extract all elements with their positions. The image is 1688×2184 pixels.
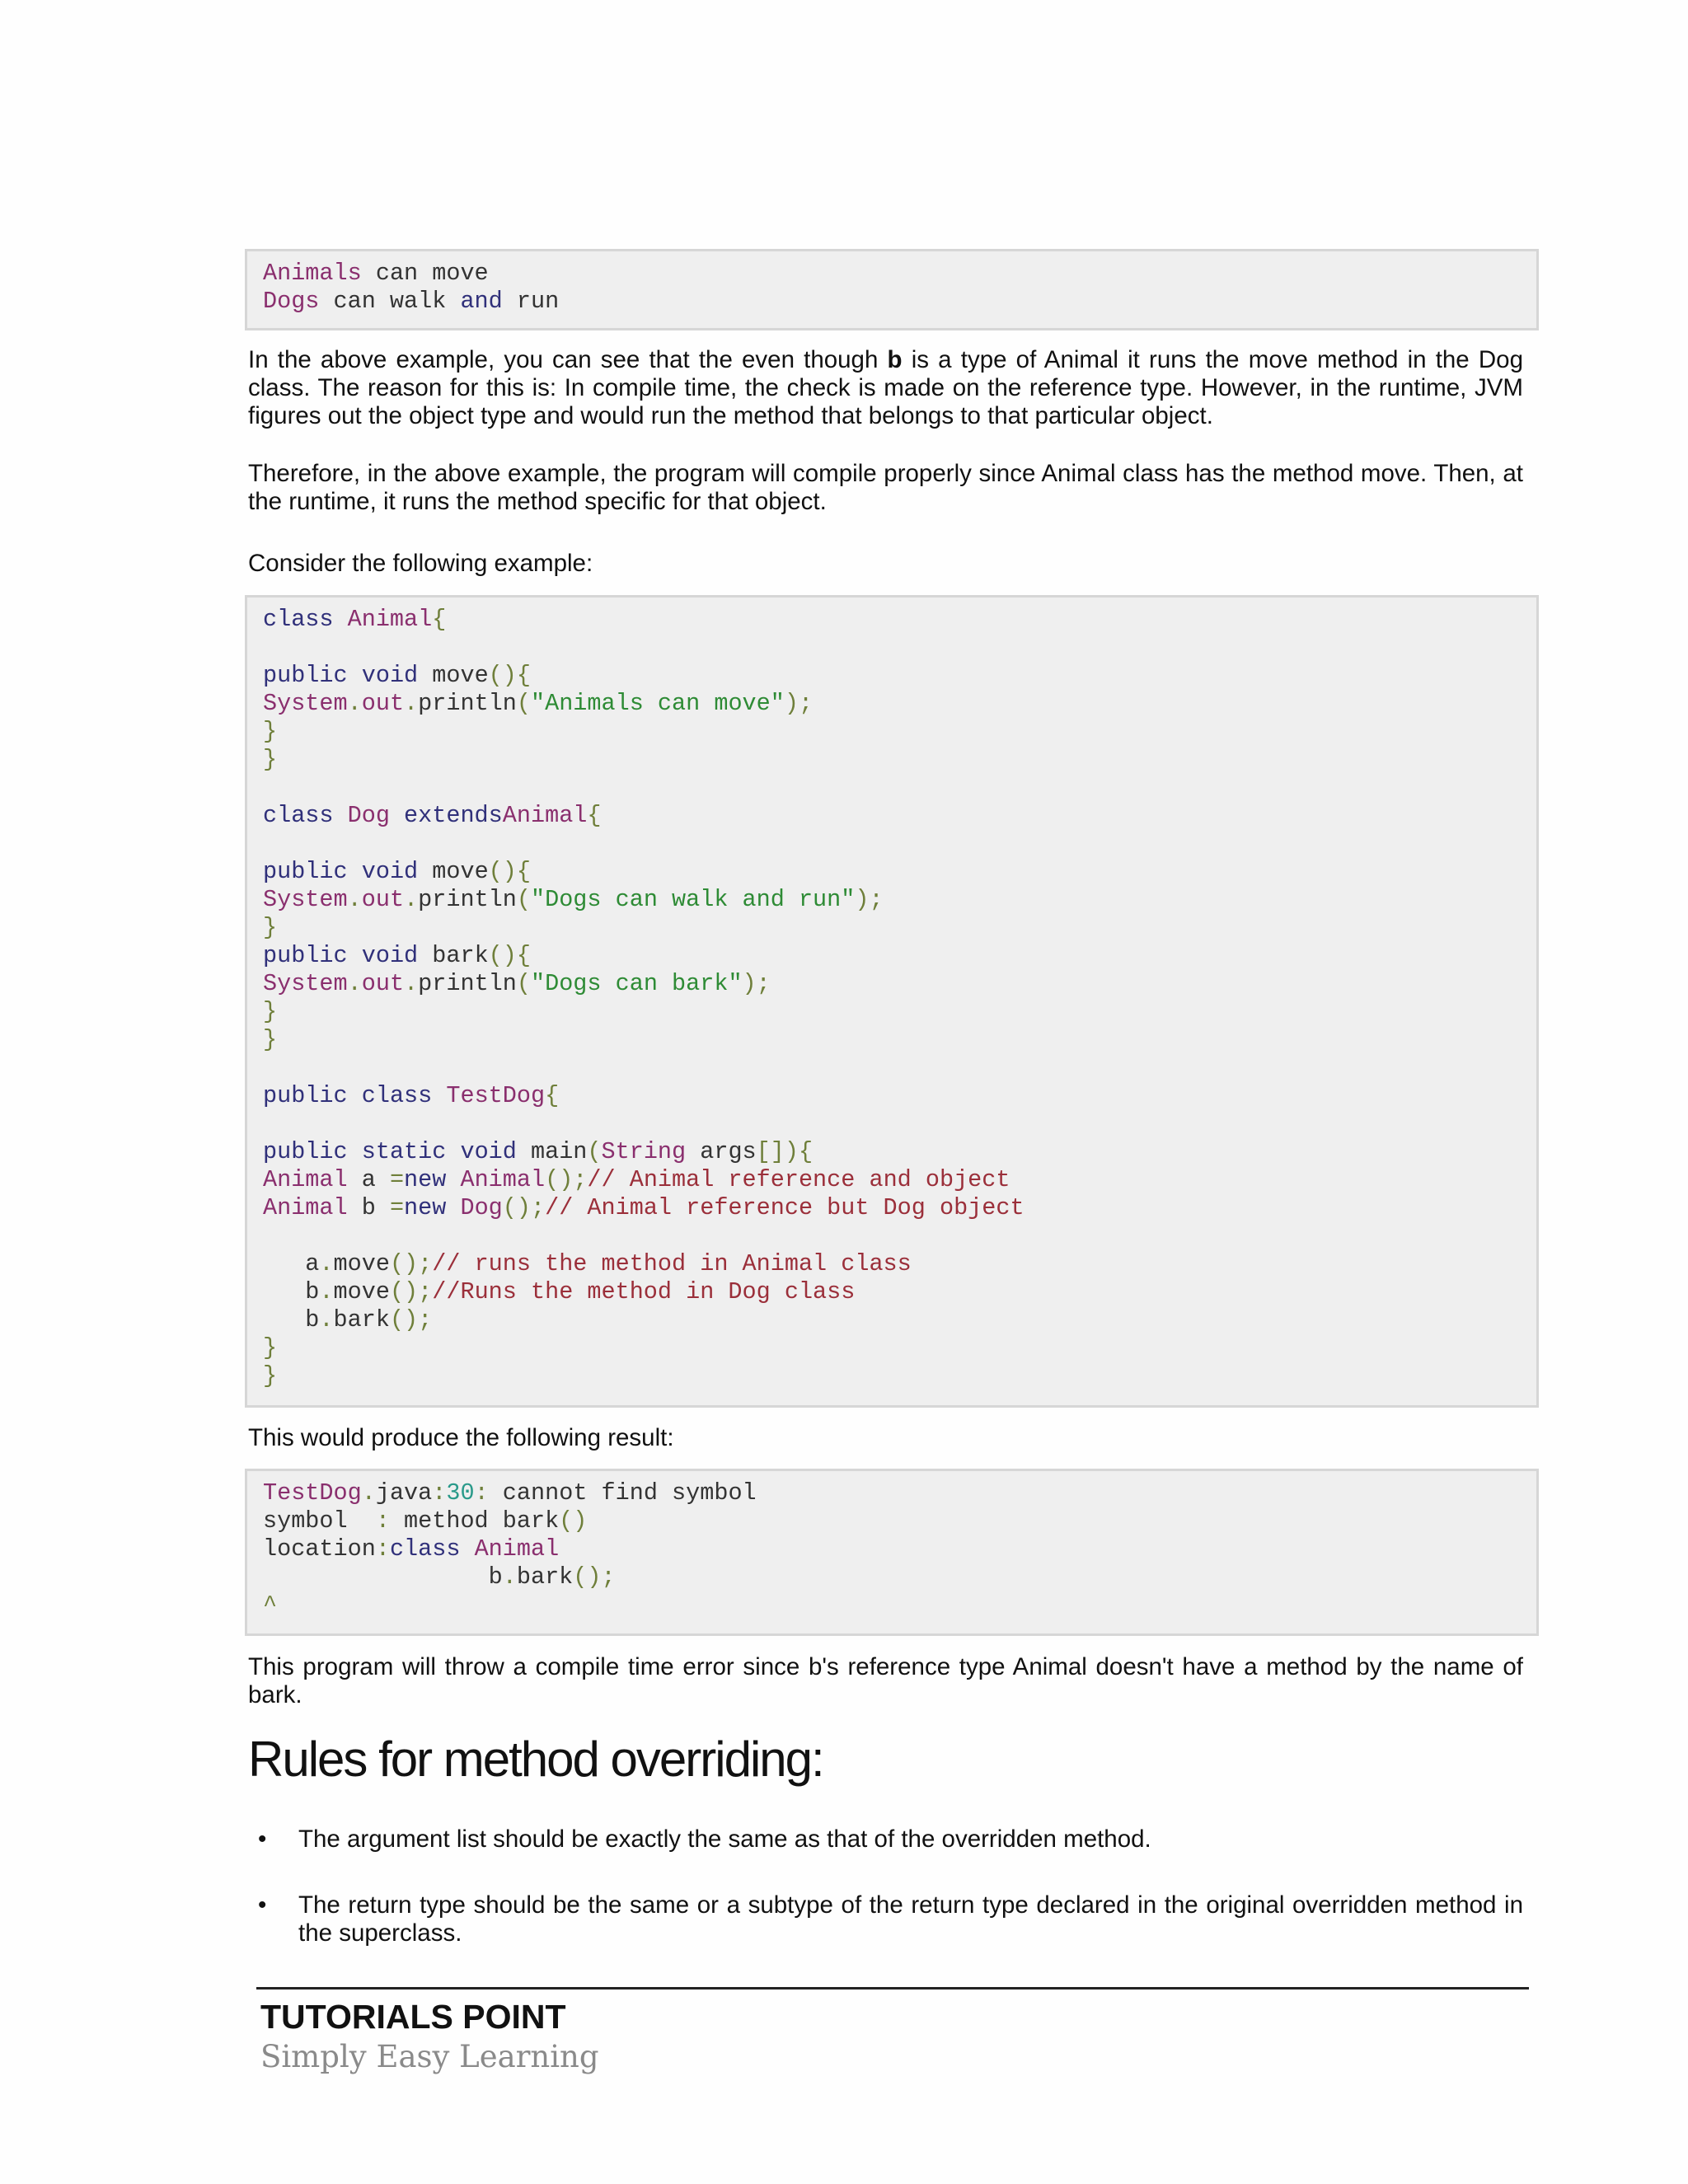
footer-brand: TUTORIALS POINT bbox=[260, 1998, 566, 2036]
code-line: a.move();// runs the method in Animal class bbox=[263, 1250, 912, 1277]
code-line: ^ bbox=[263, 1591, 278, 1619]
code-line: class Animal{ bbox=[263, 606, 447, 633]
paragraph-5: This program will throw a compile time error since b's reference type Animal doesn't have a method by the name of bark. bbox=[248, 1653, 1523, 1708]
code-line bbox=[263, 830, 1536, 858]
code-line: } bbox=[263, 914, 278, 941]
bullet-marker-1: • bbox=[258, 1825, 267, 1853]
code-line: location:class Animal bbox=[263, 1535, 560, 1563]
paragraph-1-bold: b bbox=[887, 346, 903, 373]
code-line: Dogs can walk and run bbox=[263, 288, 560, 315]
bullet-item-1: The argument list should be exactly the same as that of the overridden method. bbox=[298, 1825, 1151, 1853]
paragraph-4: This would produce the following result: bbox=[248, 1424, 674, 1451]
output-block-2 bbox=[245, 1469, 1539, 1636]
footer-tagline: Simply Easy Learning bbox=[260, 2039, 599, 2074]
code-line: public static void main(String args[]){ bbox=[263, 1138, 814, 1165]
code-line bbox=[263, 1222, 1536, 1250]
code-line: } bbox=[263, 1334, 278, 1361]
code-line bbox=[263, 1110, 1536, 1138]
code-line: b.bark(); bbox=[263, 1563, 616, 1591]
code-line: } bbox=[263, 1362, 278, 1390]
code-line bbox=[263, 774, 1536, 802]
code-line: Animal b =new Dog();// Animal reference but Dog object bbox=[263, 1194, 1025, 1221]
code-line: System.out.println("Animals can move"); bbox=[263, 690, 814, 717]
bullet-item-2: The return type should be the same or a subtype of the return type declared in the original overridden method in the superclass. bbox=[298, 1891, 1523, 1947]
footer-divider bbox=[256, 1987, 1529, 1990]
bullet-marker-2: • bbox=[258, 1891, 267, 1919]
code-line: } bbox=[263, 746, 278, 773]
code-line: Animal a =new Animal();// Animal reference and object bbox=[263, 1166, 1010, 1193]
code-line: public void move(){ bbox=[263, 662, 531, 689]
code-line: System.out.println("Dogs can bark"); bbox=[263, 970, 771, 997]
code-line: public void bark(){ bbox=[263, 942, 531, 969]
section-heading: Rules for method overriding: bbox=[248, 1732, 823, 1787]
code-line: public void move(){ bbox=[263, 858, 531, 885]
code-line bbox=[263, 634, 1536, 662]
code-line: public class TestDog{ bbox=[263, 1082, 560, 1109]
code-line: Animals can move bbox=[263, 260, 489, 287]
code-line: } bbox=[263, 718, 278, 745]
code-line bbox=[263, 1054, 1536, 1082]
code-line: System.out.println("Dogs can walk and run"); bbox=[263, 886, 884, 913]
code-line: } bbox=[263, 998, 278, 1025]
paragraph-3: Consider the following example: bbox=[248, 550, 593, 577]
code-block bbox=[245, 595, 1539, 1408]
code-line: b.move();//Runs the method in Dog class bbox=[263, 1278, 856, 1305]
code-line: symbol : method bark() bbox=[263, 1507, 588, 1535]
code-line: b.bark(); bbox=[263, 1306, 433, 1333]
paragraph-1-text-a: In the above example, you can see that the even though bbox=[248, 346, 888, 373]
code-line: class Dog extendsAnimal{ bbox=[263, 802, 602, 829]
code-line: } bbox=[263, 1026, 278, 1053]
code-line: TestDog.java:30: cannot find symbol bbox=[263, 1479, 757, 1507]
output-block-1 bbox=[245, 249, 1539, 330]
paragraph-1-text-b: is a type of Animal it runs the move method in the Dog class. The reason for this is: In compile time, the check is made on the reference type. However, in the runtime, JVM figures out the object type and would run the method that belongs to that particular object. bbox=[248, 346, 1523, 429]
paragraph-1 bbox=[248, 346, 1523, 430]
paragraph-2: Therefore, in the above example, the program will compile properly since Animal class has the method move. Then, at the runtime, it runs the method specific for that object. bbox=[248, 460, 1523, 515]
